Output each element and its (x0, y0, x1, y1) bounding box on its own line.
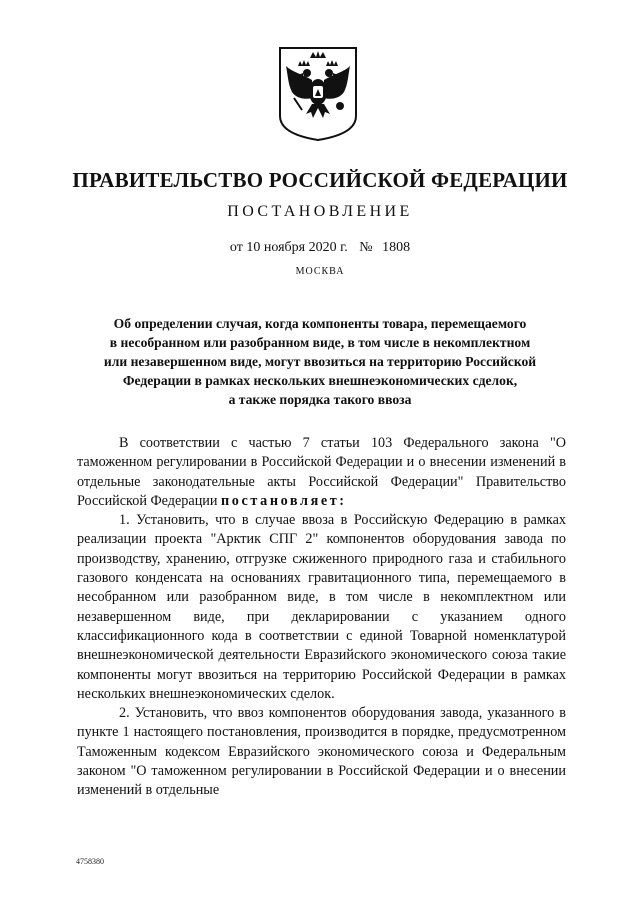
subject-line: в несобранном или разобранном виде, в том числе в некомплектном (109, 335, 531, 350)
russian-coat-of-arms-icon (276, 46, 360, 142)
document-city: МОСКВА (295, 266, 345, 277)
subject-line: а также порядка такого ввоза (228, 392, 412, 407)
preamble-paragraph (77, 434, 566, 511)
number-sign: № (359, 240, 373, 255)
decree-word: постановляет: (221, 492, 347, 509)
preamble-text: В соответствии с частью 7 статьи 103 Федерального закона "О таможенном регулировании в Российской Федерации и о внесении изменений в отдельные законодательные акты Российской Федерации" Правительство Российской Федерации (77, 435, 566, 509)
document-date: от 10 ноября 2020 г. (229, 240, 348, 255)
government-title: ПРАВИТЕЛЬСТВО РОССИЙСКОЙ ФЕДЕРАЦИИ (72, 168, 568, 192)
subject-line: Об определении случая, когда компоненты товара, перемещаемого (113, 316, 527, 331)
document-code: 4758380 (76, 857, 104, 866)
subject-line: или незавершенном виде, могут ввозиться на территорию Российской (103, 354, 537, 369)
document-body (77, 434, 566, 801)
document-type: ПОСТАНОВЛЕНИЕ (227, 203, 413, 220)
subject-line: Федерации в рамках нескольких внешнеэкономических сделок, (122, 373, 518, 388)
item-1-paragraph: 1. Установить, что в случае ввоза в Российскую Федерацию в рамках реализации проекта "Арктик СПГ 2" компонентов оборудования завода по производству, хранению, отгрузке сжиженного природного газа и стабильного газового конденсата на основаниях гравитационного типа, перемещаемого в несобранном или разобранном виде, в том числе в некомплектном или незавершенном виде, при декларировании с указанием одного классификационного кода в соответствии с единой Товарной номенклатурой внешнеэкономической деятельности Евразийского экономического союза такие компоненты могут ввозиться на территорию Российской Федерации в рамках нескольких внешнеэкономических сделок. (77, 512, 566, 702)
document-number: 1808 (382, 240, 411, 255)
item-2-paragraph: 2. Установить, что ввоз компонентов оборудования завода, указанного в пункте 1 настоящего постановления, производится в порядке, предусмотренном Таможенным кодексом Евразийского экономического союза и Федеральным законом "О таможенном регулировании в Российской Федерации и о внесении изменений в отдельные (77, 705, 566, 799)
document-subject (60, 314, 580, 409)
date-number-line (0, 240, 640, 256)
